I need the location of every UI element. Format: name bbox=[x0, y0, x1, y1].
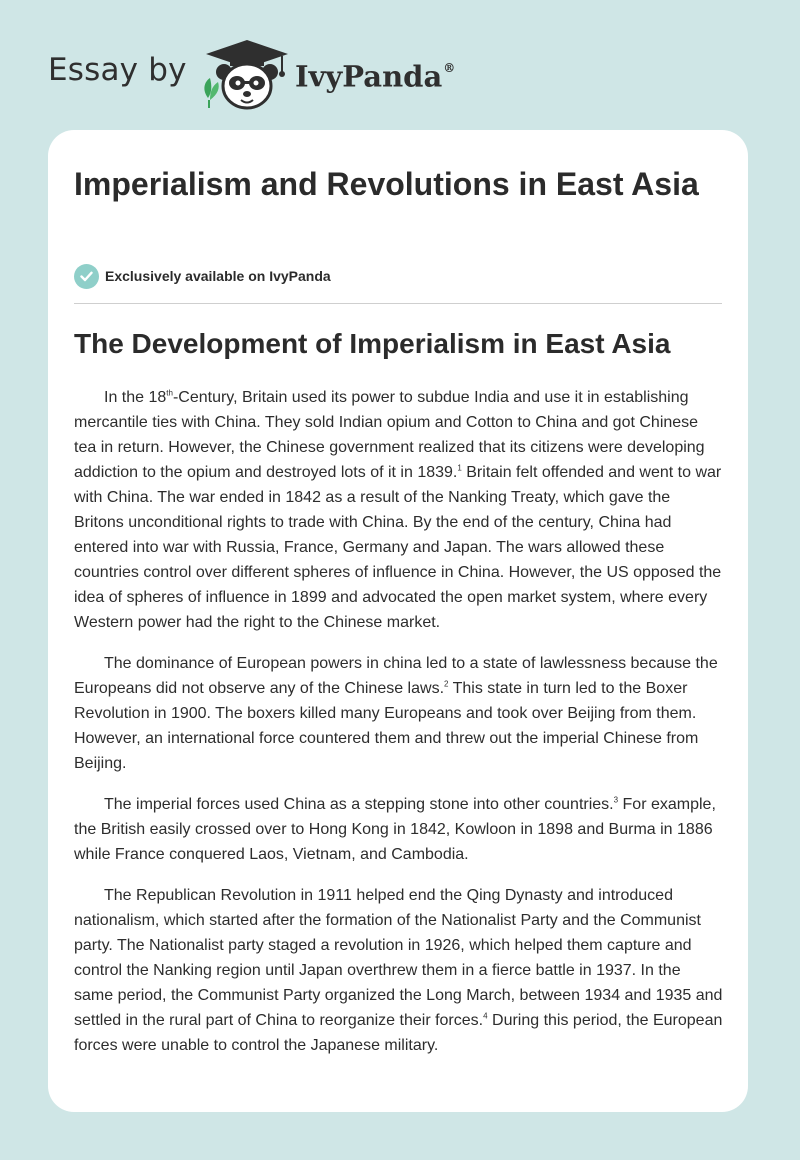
check-circle-icon bbox=[74, 264, 99, 289]
essay-paragraph bbox=[74, 651, 724, 776]
paragraph-text: The imperial forces used China as a stepping stone into other countries. bbox=[104, 796, 614, 813]
brand-name-text: IvyPanda bbox=[295, 59, 443, 94]
page-title: Imperialism and Revolutions in East Asia bbox=[74, 166, 699, 202]
paragraph-text: Britain felt offended and went to war with China. The war ended in 1842 as a result of the Nanking Treaty, which gave the Britons unconditional rights to trade with China. By the end of the century, China had entered into war with Russia, France, Germany and Japan. The wars allowed these countries control over different spheres of influence in China. However, the US opposed the idea of spheres of influence in 1899 and advocated the open market system, where every Western power had the right to the Chinese market. bbox=[74, 464, 722, 631]
essay-card bbox=[48, 130, 748, 1112]
paragraph-text: This state in turn led to the Boxer Revolution in 1900. The boxers killed many Europeans and took over Beijing from them. However, an international force countered them and threw out the imperial Chinese from Beijing. bbox=[74, 680, 699, 772]
essay-paragraph bbox=[74, 883, 724, 1058]
exclusive-badge bbox=[74, 263, 331, 289]
footnote-marker: th bbox=[166, 388, 173, 398]
footnote-marker: 4 bbox=[483, 1011, 488, 1021]
paragraph-text: In the 18 bbox=[104, 389, 167, 406]
essay-paragraph bbox=[74, 385, 724, 635]
paragraph-text: During this period, the European forces were unable to control the Japanese military. bbox=[74, 1012, 723, 1054]
site-header bbox=[0, 0, 800, 130]
registered-mark: ® bbox=[443, 61, 456, 75]
essay-body bbox=[74, 385, 724, 1074]
brand-name[interactable] bbox=[295, 52, 455, 97]
essay-paragraph bbox=[74, 792, 724, 867]
paragraph-text: The Republican Revolution in 1911 helped end the Qing Dynasty and introduced nationalism, which started after the formation of the Nationalist Party and the Communist party. The Nationalist party staged a revolution in 1926, which helped them capture and control the Nanking region until Japan overthrew them in a fierce battle in 1937. In the same period, the Communist Party organized the Long March, between 1934 and 1935 and settled in the rural part of China to reorganize their forces. bbox=[74, 887, 723, 1029]
paragraph-text: -Century, Britain used its power to subdue India and use it in establishing mercantile ties with China. They sold Indian opium and Cotton to China and got Chinese tea in return. However, the Chinese government realized that its citizens were developing addiction to the opium and destroyed lots of it in 1839. bbox=[74, 389, 705, 481]
footnote-marker: 1 bbox=[457, 463, 462, 473]
brand-prefix: Essay by bbox=[48, 52, 187, 88]
paragraph-text: For example, the British easily crossed over to Hong Kong in 1842, Kowloon in 1898 and Burma in 1886 while France conquered Laos, Vietnam, and Cambodia. bbox=[74, 796, 716, 863]
panda-graduate-icon[interactable] bbox=[200, 38, 295, 110]
footnote-marker: 2 bbox=[444, 679, 449, 689]
footnote-marker: 3 bbox=[613, 795, 619, 805]
paragraph-text: The dominance of European powers in china led to a state of lawlessness because the Europeans did not observe any of the Chinese laws. bbox=[74, 655, 718, 697]
section-heading: The Development of Imperialism in East Asia bbox=[74, 328, 671, 359]
divider bbox=[74, 303, 722, 304]
badge-label: Exclusively available on IvyPanda bbox=[105, 268, 331, 284]
